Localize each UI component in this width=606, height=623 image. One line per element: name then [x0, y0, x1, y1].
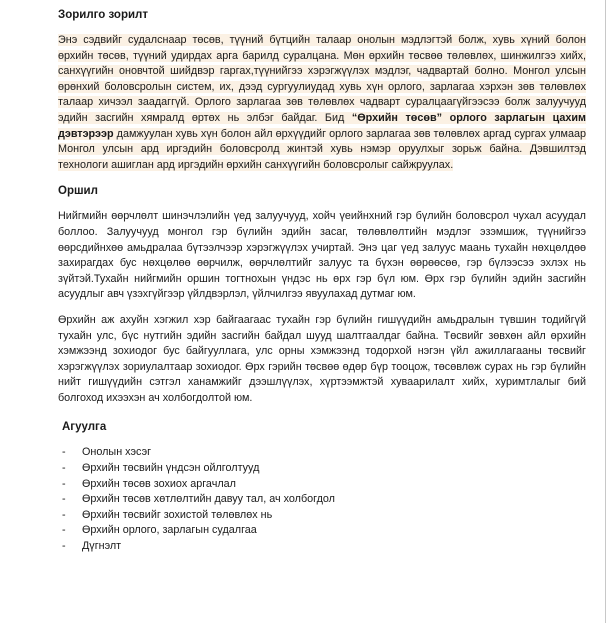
- list-dash: -: [62, 540, 66, 553]
- toc-item: [58, 461, 586, 477]
- toc-item: [58, 445, 586, 461]
- list-dash: -: [62, 493, 66, 506]
- product-title-bold: “Өрхийн төсөв” орлого зарлагын цахим дэвтэрээр: [58, 111, 586, 140]
- toc-list: [58, 445, 586, 554]
- list-dash: -: [62, 477, 66, 490]
- toc-item-label: Дүгнэлт: [82, 540, 122, 553]
- list-dash: -: [62, 462, 66, 475]
- goal-text-after: дамжуулан хувь хүн болон айл өрхүүдийг орлого зарлагаа зөв төлөвлөх аргад сургах улмаар Монгол улсын ард иргэдийн боловсролд жинтэй хувь нэмэр оруулхыг зорьж байна. Дэвшилтэд технологи ашиглан ард иргэдийн өрхийн санхүүгийн боловсролыг сайжруулах.: [58, 127, 586, 171]
- toc-heading: Агуулга: [62, 421, 107, 434]
- list-dash: -: [62, 524, 66, 537]
- toc-item-label: Өрхийн төсвийн үндсэн ойлголтууд: [82, 462, 260, 475]
- toc-item-label: Өрхийн төсөв зохиох аргачлал: [82, 477, 236, 490]
- toc-item: [58, 539, 586, 555]
- intro-paragraph-2: Өрхийн аж ахуйн хэгжил хэр байгаагаас тухайн гэр бүлийн гишүүдийн амьдралын түвшин тодийгүй тухайн улс, бүс нутгийн эдийн засгийн байдал шууд шалтгаалдаг байна. Төсвийг зөвхөн айл өрхийн хэмжээнд зохиодог бус байгууллага, улс орны хэмжээнд тодорхой нэгэн үйл ажиллагааны төсвийг хэрэгжүүлэх зориулалтаар зохиодог. Өрх гэрийн төсвөө өдөр бүр тооцож, төсөвлөж сурах нь гэр бүлийн нийт гишүүдийн сэтгэл ханамжийг дээшлүүлэх, хүртээмжтэй хуваарилалт хийх, хуримтлалыг бий болгоход ихээхэн ач холбогдолтой юм.: [58, 313, 586, 404]
- toc-item: [58, 523, 586, 539]
- toc-item-label: Өрхийн орлого, зарлагын судалгаа: [82, 524, 257, 537]
- toc-item: [58, 477, 586, 493]
- goal-paragraph: [58, 33, 586, 173]
- toc-item: [58, 492, 586, 508]
- document-content: [58, 0, 586, 555]
- goal-text-before: Энэ сэдвийг судалснаар төсөв, түүний бүтцийн талаар онолын мэдлэгтэй болж, хувь хүний болон өрхийн төсөв, түүний удирдах арга барилд суралцана. Мөн өрхийн төсвөө төлөвлөх, шинжилгээ хийх, санхүүгийн оновчтой шийдвэр гаргах,түүнийгээ хэрэгжүүлэх мэдлэг, чадвартай болно. Монгол улсын өрөнхий боловсролын систем, их, дээд сургуулиудад хувь хүн орлого, зарлагаа хэрхэн зөв төлөвлөх талаар хичээл заадаггүй. Орлого зарлагаа зөв төлөвлөх чадварт суралцаагүйгээсээ болж залуучууд эдийн засгийн хямралд өртөх нь элбэг байдаг. Бид: [58, 34, 586, 124]
- list-dash: -: [62, 508, 66, 521]
- intro-paragraph-1: Нийгмийн өөрчлөлт шинэчлэлийн үед залуучууд, хойч үеийнхний гэр бүлийн боловсрол чухал асуудал боллоо. Залуучууд монгол гэр бүлийн эдийн засаг, төлөвлөлтийн мэдлэг эзэмшиж, түүнийгээ өөрсдийнхөө амьдралаа бүтээлчээр хэрэгжүүлэх учиртай. Энэ цаг үед залуус маань тухайн нөхцөлдөө захирагдах бус нөхцөлөө өөрчилж, өөрчлөлтийг залуус та бүхэн өөрөөсөө, гэр бүлээсээ эхлэх нь зүйтэй.Тухайн нийгмийн оршин тогтнохын үндэс нь өрх гэр бүл юм. Өрх гэр бүлийн эдийн засгийн асуудлыг авч үзэхгүйгээр үйлдвэрлэл, үйлчилгээ явуулахад дутмаг юм.: [58, 210, 586, 301]
- toc-item-label: Өрхийн төсөв хөтлөлтийн давуу тал, ач холбогдол: [82, 493, 335, 506]
- toc-item-label: Өрхийн төсвийг зохистой төлөвлөх нь: [82, 508, 273, 521]
- toc-item: [58, 508, 586, 524]
- goal-heading: Зорилго зорилт: [58, 9, 148, 21]
- list-dash: -: [62, 446, 66, 459]
- toc-item-label: Онолын хэсэг: [82, 446, 152, 459]
- intro-heading: Оршил: [58, 185, 98, 198]
